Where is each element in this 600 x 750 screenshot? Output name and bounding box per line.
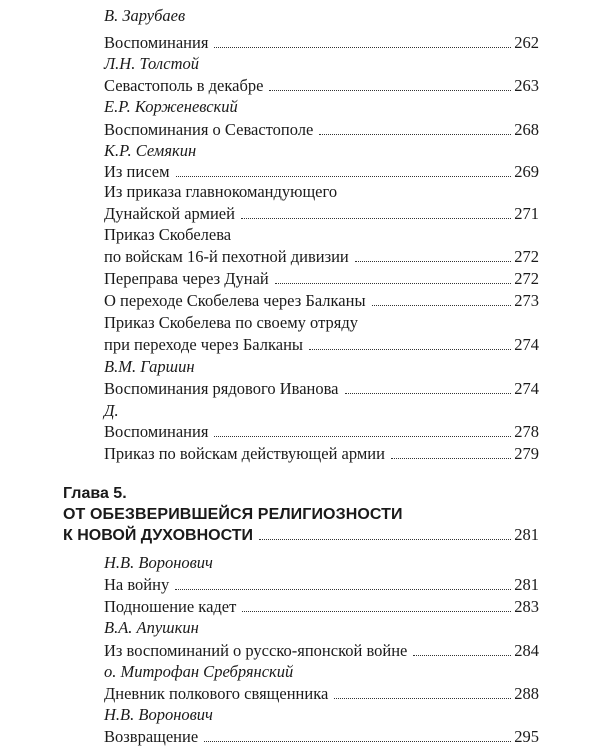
toc-entry[interactable]	[104, 726, 539, 748]
toc-entry[interactable]	[104, 334, 539, 356]
toc-entry-title: Дунайской армией	[104, 204, 235, 223]
toc-page-number: 268	[514, 120, 539, 139]
toc-leader-dots	[309, 349, 511, 350]
toc-leader-dots	[241, 218, 511, 219]
toc-leader-dots	[242, 611, 511, 612]
toc-entry-title: Приказ по войскам действующей армии	[104, 444, 385, 463]
toc-entry[interactable]	[104, 203, 539, 225]
toc-leader-dots	[413, 655, 511, 656]
toc-entry-title: Подношение кадет	[104, 597, 237, 616]
toc-leader-dots	[334, 698, 511, 699]
toc-entry[interactable]	[104, 443, 539, 465]
toc-entry-title: Из писем	[104, 162, 170, 181]
toc-entry-title-line1: Приказ Скобелева по своему отряду	[104, 313, 358, 332]
toc-leader-dots	[355, 261, 511, 262]
toc-author: Д.	[104, 401, 119, 420]
toc-page-number: 274	[514, 379, 539, 398]
toc-leader-dots	[345, 393, 512, 394]
toc-page-number: 283	[514, 597, 539, 616]
chapter-label: Глава 5.	[63, 485, 127, 502]
toc-entry-title: Из воспоминаний о русско-японской войне	[104, 641, 408, 660]
toc-leader-dots	[214, 47, 511, 48]
toc-page-number: 284	[514, 641, 539, 660]
toc-author: В. Зарубаев	[104, 6, 186, 25]
toc-page-number: 274	[514, 335, 539, 354]
toc-chapter-entry[interactable]	[63, 524, 539, 546]
toc-leader-dots	[275, 283, 511, 284]
toc-entry[interactable]	[104, 268, 539, 290]
toc-entry[interactable]	[104, 246, 539, 268]
toc-entry-title-line1: Из приказа главнокомандующего	[104, 182, 338, 201]
toc-entry-title: О переходе Скобелева через Балканы	[104, 291, 366, 310]
toc-author: В.М. Гаршин	[104, 357, 195, 376]
toc-leader-dots	[269, 90, 511, 91]
toc-page-number: 281	[514, 575, 539, 594]
toc-page-number: 271	[514, 204, 539, 223]
toc-entry[interactable]	[104, 640, 539, 662]
toc-author: К.Р. Семякин	[104, 141, 197, 160]
toc-author: Н.В. Воронович	[104, 705, 213, 724]
toc-entry-title: Воспоминания	[104, 422, 209, 441]
toc-entry-title: Возвращение	[104, 727, 199, 746]
toc-entry-title-line1: Приказ Скобелева	[104, 225, 232, 244]
toc-entry[interactable]	[104, 290, 539, 312]
toc-entry[interactable]	[104, 421, 539, 443]
toc-page-number: 288	[514, 684, 539, 703]
toc-leader-dots	[372, 305, 512, 306]
toc-author: Л.Н. Толстой	[104, 54, 200, 73]
toc-entry[interactable]	[104, 596, 539, 618]
toc-entry[interactable]	[104, 378, 539, 400]
toc-entry-title: Севастополь в декабре	[104, 76, 264, 95]
toc-page-number: 278	[514, 422, 539, 441]
toc-entry[interactable]	[104, 574, 539, 596]
toc-author: Е.Р. Корженевский	[104, 97, 238, 116]
toc-page-number: 295	[514, 727, 539, 746]
toc-entry-title: Воспоминания о Севастополе	[104, 120, 314, 139]
toc-entry[interactable]	[104, 119, 539, 141]
toc-entry-title: по войскам 16-й пехотной дивизии	[104, 247, 349, 266]
toc-entry[interactable]	[104, 75, 539, 97]
toc-page-number: 263	[514, 76, 539, 95]
toc-entry-title: при переходе через Балканы	[104, 335, 304, 354]
toc-entry-title: Воспоминания рядового Иванова	[104, 379, 339, 398]
toc-author: о. Митрофан Сребрянский	[104, 662, 294, 681]
toc-page-number: 281	[514, 525, 539, 544]
toc-entry-title: Переправа через Дунай	[104, 269, 269, 288]
toc-page-number: 273	[514, 291, 539, 310]
chapter-title-line2: К НОВОЙ ДУХОВНОСТИ	[63, 527, 253, 544]
toc-entry-title: На войну	[104, 575, 170, 594]
toc-page-number: 262	[514, 33, 539, 52]
toc-page-number: 272	[514, 269, 539, 288]
toc-leader-dots	[175, 589, 511, 590]
toc-leader-dots	[391, 458, 511, 459]
toc-page-number: 272	[514, 247, 539, 266]
toc-leader-dots	[204, 741, 511, 742]
toc-author: Н.В. Воронович	[104, 553, 213, 572]
toc-leader-dots	[214, 436, 511, 437]
toc-entry-title: Дневник полкового священника	[104, 684, 329, 703]
toc-entry-title: Воспоминания	[104, 33, 209, 52]
toc-author: В.А. Апушкин	[104, 618, 199, 637]
toc-entry[interactable]	[104, 161, 539, 183]
toc-leader-dots	[259, 539, 511, 540]
toc-leader-dots	[319, 134, 511, 135]
toc-page-number: 279	[514, 444, 539, 463]
chapter-title-line1: ОТ ОБЕЗВЕРИВШЕЙСЯ РЕЛИГИОЗНОСТИ	[63, 506, 403, 523]
toc-page-number: 269	[514, 162, 539, 181]
toc-entry[interactable]	[104, 32, 539, 54]
toc-leader-dots	[176, 176, 512, 177]
toc-entry[interactable]	[104, 683, 539, 705]
